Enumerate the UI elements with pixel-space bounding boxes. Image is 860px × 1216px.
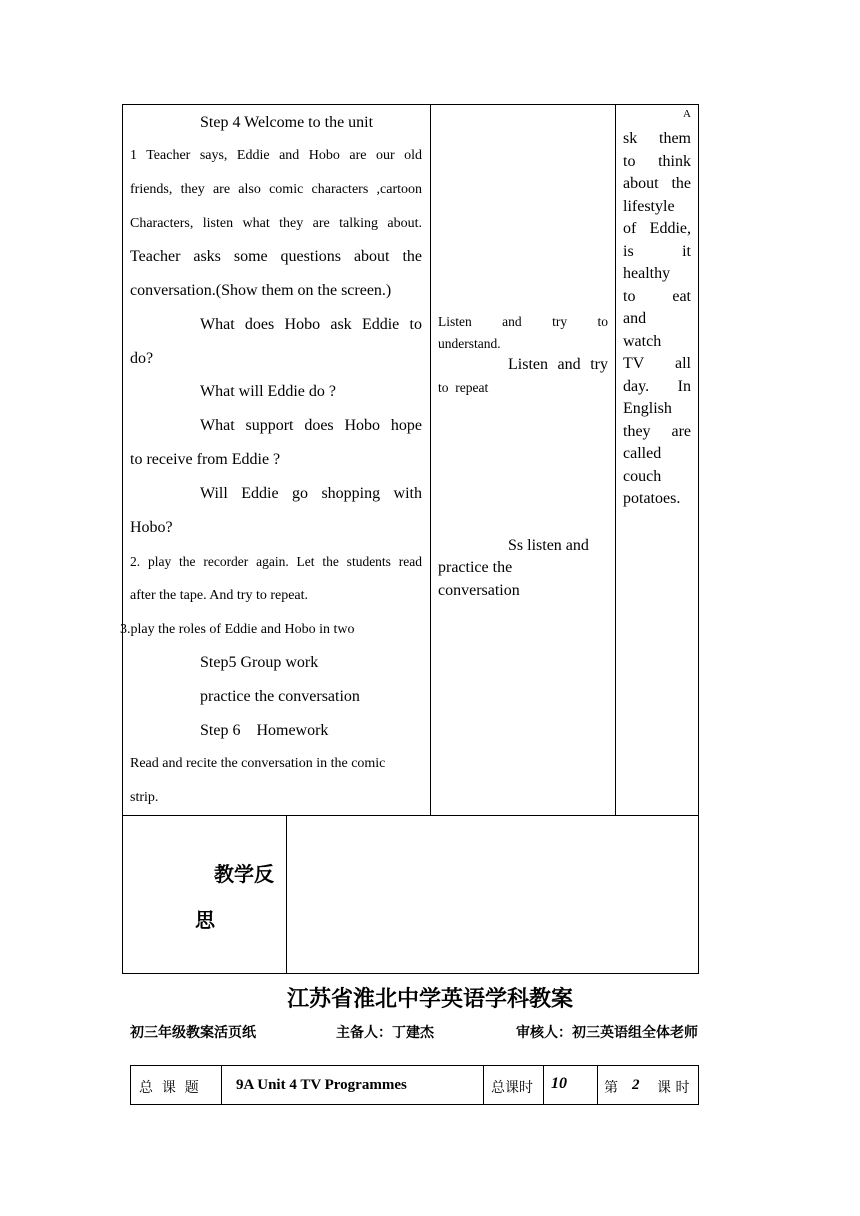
question-line: What support does Hobo hope: [200, 417, 422, 434]
topic-value: 9A Unit 4 TV Programmes: [236, 1077, 407, 1093]
reflection-table: [122, 815, 699, 974]
text-line: do?: [130, 350, 154, 367]
text-line: lifestyle: [623, 198, 675, 215]
column-divider: [597, 1065, 598, 1105]
text-line: Hobo?: [130, 519, 173, 536]
step-heading: [200, 114, 373, 132]
step-heading: Step5 Group work: [200, 654, 319, 671]
text-line: practice the conversation: [200, 688, 360, 705]
text-line: Teacher asks some questions about the: [130, 248, 422, 265]
lesson-prefix: 第: [604, 1080, 618, 1096]
text-line: 2. play the recorder again. Let the students read: [130, 554, 422, 569]
question-line: Will Eddie go shopping with: [200, 485, 422, 502]
reflection-label: 教学反: [214, 862, 274, 886]
text-line: sk them: [623, 130, 691, 147]
text-line: conversation: [438, 582, 520, 599]
text-line: and: [623, 310, 647, 327]
text-line: Characters, listen what they are talking about.: [130, 216, 422, 231]
text-line: 1 Teacher says, Eddie and Hobo are our old: [130, 148, 422, 163]
text-line: to repeat: [438, 380, 489, 395]
text-line: understand.: [438, 336, 501, 351]
text-line: conversation.(Show them on the screen.): [130, 282, 392, 299]
document-title: 江苏省淮北中学英语学科教案: [286, 987, 573, 1012]
text-line: strip.: [130, 790, 159, 805]
text-line: A: [683, 108, 691, 120]
text-line: after the tape. And try to repeat.: [130, 588, 309, 603]
preparer-label: 主备人：丁建杰: [336, 1025, 434, 1041]
text-line: to receive from Eddie ?: [130, 451, 281, 468]
column-divider: [430, 104, 431, 816]
text-line: practice the: [438, 559, 513, 576]
reflection-label: 思: [195, 908, 215, 932]
reviewer-label: 审核人：初三英语组全体老师: [516, 1025, 698, 1041]
total-lessons-label: 总课时: [491, 1080, 533, 1096]
text-line: day. In: [623, 378, 691, 395]
grade-paper-label: 初三年级教案活页纸: [130, 1025, 256, 1041]
text-line: Read and recite the conversation in the comic: [130, 756, 386, 771]
text-line: 3.play the roles of Eddie and Hobo in two: [120, 622, 355, 637]
text-line: called: [623, 445, 662, 462]
text-line: about the: [623, 175, 691, 192]
text-line: English: [623, 400, 672, 417]
text-line: Listen and try to: [438, 314, 608, 329]
step-heading: Step 6 Homework: [200, 722, 329, 739]
topic-label: 总 课 题: [139, 1080, 199, 1096]
text-line: of Eddie,: [623, 220, 691, 237]
text-line: Listen and try: [508, 356, 608, 373]
column-divider: [221, 1065, 222, 1105]
question-line: What does Hobo ask Eddie to: [200, 316, 422, 333]
text-line: friends, they are also comic characters ,cartoon: [130, 182, 422, 197]
text-line: potatoes.: [623, 490, 681, 507]
column-divider: [615, 104, 616, 816]
text-line: to think: [623, 153, 691, 170]
column-divider: [543, 1065, 544, 1105]
text-line: to eat: [623, 288, 691, 305]
total-lessons-value: 10: [551, 1075, 567, 1092]
column-divider: [483, 1065, 484, 1105]
text-line: healthy: [623, 265, 671, 282]
text-line: couch: [623, 468, 662, 485]
text-line: they are: [623, 423, 691, 440]
text-line: Step 4 Welcome to the unit: [200, 114, 374, 131]
text-line: Ss listen and: [508, 537, 589, 554]
text-line: is it: [623, 243, 691, 260]
question-line: What will Eddie do ?: [200, 383, 336, 400]
text-line: watch: [623, 333, 662, 350]
lesson-number: 2: [632, 1077, 640, 1093]
text-line: TV all: [623, 355, 691, 372]
lesson-suffix: 课 时: [657, 1080, 690, 1096]
column-divider: [286, 815, 287, 974]
